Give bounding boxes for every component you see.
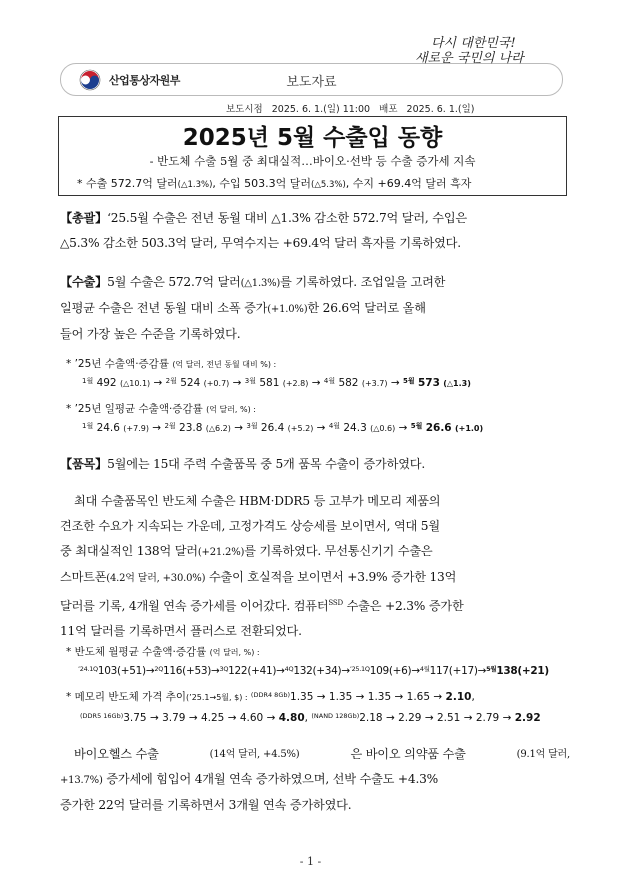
- month-value: 26.6: [425, 422, 452, 434]
- arrow-icon: →: [146, 712, 163, 724]
- period-value: 122(+41): [228, 665, 277, 677]
- month-value: 23.8: [179, 422, 203, 434]
- arrow-icon: →: [148, 422, 165, 434]
- month-rate: (△6.2): [205, 424, 231, 433]
- ddr4-label: (DDR4 8Gb): [250, 691, 291, 699]
- month-value: 24.3: [343, 422, 367, 434]
- summary-prefix: * 수출 572.7억 달러: [77, 177, 178, 190]
- arrow-icon: →: [313, 422, 329, 434]
- period-label: 3Q: [219, 665, 229, 673]
- arrow-icon: →: [460, 712, 476, 724]
- memory-price-row-2: $^{(DDR5 16Gb)}$3.75 → 3.79 → 4.25 → 4.60 → 4.80, $^{(NAND 128Gb)}$2.18 → 2.29 → 2.51 → 2.79 → 2.92: [80, 712, 541, 724]
- arrow-icon: →: [391, 691, 407, 703]
- month-value: 573: [417, 377, 440, 389]
- price-value: 2.18: [359, 712, 383, 724]
- arrow-icon: →: [352, 691, 368, 703]
- month-value: 24.6: [96, 422, 120, 434]
- price-value: 1.35: [367, 691, 392, 703]
- arrow-icon: →: [145, 665, 155, 677]
- page-number: - 1 -: [299, 855, 322, 868]
- month-rate: (△0.6): [370, 424, 396, 433]
- price-value: 4.60: [239, 712, 264, 724]
- period-value: 138(+21): [496, 665, 549, 677]
- ministry-name: 산업통상자원부: [109, 74, 180, 87]
- price-value: 2.51: [436, 712, 461, 724]
- arrow-icon: →: [313, 691, 329, 703]
- month-label: 1월: [82, 377, 94, 385]
- month-rate: (+1.0): [454, 424, 484, 433]
- period-value: 132(+34): [293, 665, 342, 677]
- month-label: 4월: [328, 422, 341, 430]
- arrow-icon: →: [185, 712, 201, 724]
- month-label: 2월: [165, 377, 177, 385]
- month-value: 492: [96, 377, 117, 389]
- summary-line: [77, 175, 471, 191]
- slogan-line-1: 다시 대한민국!: [431, 36, 516, 51]
- price-value: 3.75: [123, 712, 147, 724]
- semis-paragraph-cont: [60, 514, 570, 644]
- overview-line-1: 【총괄】‘25.5월 수출은 전년 동월 대비 △1.3% 감소한 572.7억 달러, 수입은: [60, 211, 467, 225]
- price-value: 4.80: [278, 712, 305, 724]
- summary-export-rate: (△1.3%): [177, 180, 213, 190]
- semis-line-6: 11억 달러를 기록하면서 플러스로 전환되었다.: [60, 624, 302, 639]
- price-value: 2.29: [398, 712, 422, 724]
- month-label: 3월: [246, 422, 258, 430]
- arrow-icon: →: [421, 712, 437, 724]
- period-label: 4월: [419, 665, 430, 673]
- exports-tag: 【수출】: [60, 275, 108, 289]
- bio-line-2: +13.7%) 증가세에 힘입어 4개월 연속 증가하였으며, 선박 수출도 +4.3%: [60, 772, 439, 786]
- semis-line-3: 중 최대실적인 138억 달러(+21.2%)를 기록하였다. 무선통신기기 수출은: [60, 544, 433, 558]
- price-value: 3.79: [162, 712, 186, 724]
- arrow-icon: →: [430, 691, 446, 703]
- arrow-icon: →: [499, 712, 515, 724]
- price-value: 2.92: [514, 712, 541, 724]
- bio-line-3: 증가한 22억 달러를 기록하면서 3개월 연속 증가하였다.: [60, 798, 352, 812]
- semis-paragraph: [60, 489, 570, 514]
- month-label: 4월: [323, 377, 336, 385]
- semi-monthly-row: [78, 665, 549, 677]
- summary-suffix: , 수지 +69.4억 달러 흑자: [345, 177, 472, 190]
- subtitle: - 반도체 수출 5월 중 최대실적…바이오·선박 등 수출 증가세 지속: [149, 154, 476, 168]
- dist-value: 2025. 6. 1.(일): [406, 104, 475, 115]
- exports-line-1: 【수출】5월 수출은 572.7억 달러(△1.3%)를 기록하였다. 조업일을 고려한: [60, 275, 446, 289]
- arrow-icon: →: [387, 377, 403, 389]
- bio-paragraph: [60, 742, 570, 818]
- month-rate: (△10.1): [119, 379, 151, 388]
- export-table-title: * ’25년 수출액·증감률 (억 달러, 전년 동월 대비 %) :: [66, 358, 277, 370]
- semis-line-5: 달러를 기록, 4개월 연속 증가세를 이어갔다. 컴퓨터$^{SSD}$ 수출은 +2.3% 증가한: [60, 599, 464, 614]
- memory-price-title: * 메모리 반도체 가격 추이: [66, 691, 187, 703]
- price-value: 2.79: [475, 712, 500, 724]
- period-value: 117(+17): [429, 665, 478, 677]
- daily-table-row: [82, 422, 483, 434]
- items-paragraph: [60, 452, 570, 477]
- price-value: 2.10: [445, 691, 472, 703]
- month-label: 2월: [164, 422, 176, 430]
- items-line: 【품목】5월에는 15대 주력 수출품목 중 5개 품목 수출이 증가하였다.: [60, 457, 426, 471]
- period-label: ’25.1Q: [349, 665, 370, 673]
- daily-table-title: * ’25년 일평균 수출액·증감률 (억 달러, %) :: [66, 403, 256, 415]
- period-label: 5월: [486, 665, 497, 673]
- price-value: 1.35: [290, 691, 314, 703]
- semis-line-4: 스마트폰(4.2억 달러, +30.0%) 수출이 호실적을 보이면서 +3.9% 증가한 13억: [60, 570, 457, 584]
- release-meta: [226, 101, 481, 115]
- arrow-icon: →: [229, 377, 245, 389]
- month-rate: (+7.9): [123, 424, 149, 433]
- ddr5-label: (DDR5 16Gb): [80, 712, 124, 720]
- slogan-line-2: 새로운 국민의 나라: [415, 51, 524, 66]
- slogan: [415, 36, 555, 66]
- arrow-icon: →: [263, 712, 279, 724]
- nand-label: (NAND 128Gb): [311, 712, 360, 720]
- month-label: 5월: [402, 377, 415, 385]
- month-label: 1월: [82, 422, 94, 430]
- semis-line-1: 최대 수출품목인 반도체 수출은 HBM·DDR5 등 고부가 메모리 제품의: [74, 494, 441, 508]
- semi-monthly-title: * 반도체 월평균 수출액·증감률 (억 달러, %) :: [66, 646, 260, 658]
- month-rate: (△1.3): [443, 379, 471, 388]
- document-type: 보도자료: [286, 75, 337, 90]
- bio-line-1: 바이오헬스 수출 (14억 달러, +4.5%) 은 바이오 의약품 수출 (9.1억 달러,: [74, 747, 570, 761]
- period-label: 4Q: [284, 665, 294, 673]
- arrow-icon: →: [276, 665, 285, 677]
- arrow-icon: →: [341, 665, 350, 677]
- period-value: 109(+6): [369, 665, 412, 677]
- arrow-icon: →: [308, 377, 324, 389]
- arrow-icon: →: [224, 712, 240, 724]
- month-value: 524: [180, 377, 201, 389]
- period-value: 116(+53): [163, 665, 212, 677]
- arrow-icon: →: [411, 665, 420, 677]
- memory-price-row-1: * 메모리 반도체 가격 추이(’25.1→5월, $) : $^{(DDR4 8Gb)}$1.35 → 1.35 → 1.35 → 1.65 → 2.10,: [66, 691, 475, 703]
- period-label: ’24.1Q: [78, 665, 98, 673]
- overview-tag: 【총괄】: [60, 211, 108, 225]
- exports-paragraph: [60, 270, 570, 347]
- release-label: 보도시점: [226, 104, 263, 115]
- overview-line-2: △5.3% 감소한 503.3억 달러, 무역수지는 +69.4억 달러 흑자를 기록하였다.: [60, 236, 461, 250]
- arrow-icon: →: [211, 665, 220, 677]
- period-label: 2Q: [154, 665, 164, 673]
- summary-import-rate: (△5.3%): [311, 180, 346, 190]
- period-value: 103(+51): [97, 665, 146, 677]
- items-tag: 【품목】: [60, 457, 108, 471]
- title-box: [58, 116, 567, 196]
- month-value: 581: [259, 377, 280, 389]
- header-bar: [60, 63, 563, 96]
- summary-mid: , 수입 503.3억 달러: [212, 177, 311, 190]
- arrow-icon: →: [230, 422, 247, 434]
- arrow-icon: →: [477, 665, 487, 677]
- price-value: 1.35: [328, 691, 353, 703]
- month-rate: (+5.2): [287, 424, 314, 433]
- dist-label: 배포: [379, 104, 398, 115]
- month-rate: (+3.7): [361, 379, 388, 388]
- month-label: 3월: [244, 377, 256, 385]
- exports-line-2: 일평균 수출은 전년 동월 대비 소폭 증가(+1.0%)한 26.6억 달러로 올해: [60, 301, 426, 315]
- memory-price-note: (’25.1→5월, $) :: [186, 693, 248, 702]
- release-value: 2025. 6. 1.(일) 11:00: [271, 104, 371, 115]
- month-rate: (+2.8): [282, 379, 309, 388]
- month-label: 5월: [410, 422, 423, 430]
- month-value: 26.4: [260, 422, 285, 434]
- arrow-icon: →: [382, 712, 399, 724]
- month-value: 582: [338, 377, 359, 389]
- price-value: 4.25: [200, 712, 225, 724]
- page-title: 2025년 5월 수출입 동향: [182, 125, 443, 151]
- price-value: 1.65: [406, 691, 431, 703]
- month-rate: (+0.7): [203, 379, 230, 388]
- overview-paragraph: [60, 206, 570, 256]
- semis-line-2: 견조한 수요가 지속되는 가운데, 고정가격도 상승세를 보이면서, 역대 5월: [60, 519, 440, 533]
- exports-line-3: 들어 가장 높은 수준을 기록하였다.: [60, 327, 241, 341]
- export-table-row: [82, 377, 471, 389]
- arrow-icon: →: [395, 422, 411, 434]
- arrow-icon: →: [150, 377, 166, 389]
